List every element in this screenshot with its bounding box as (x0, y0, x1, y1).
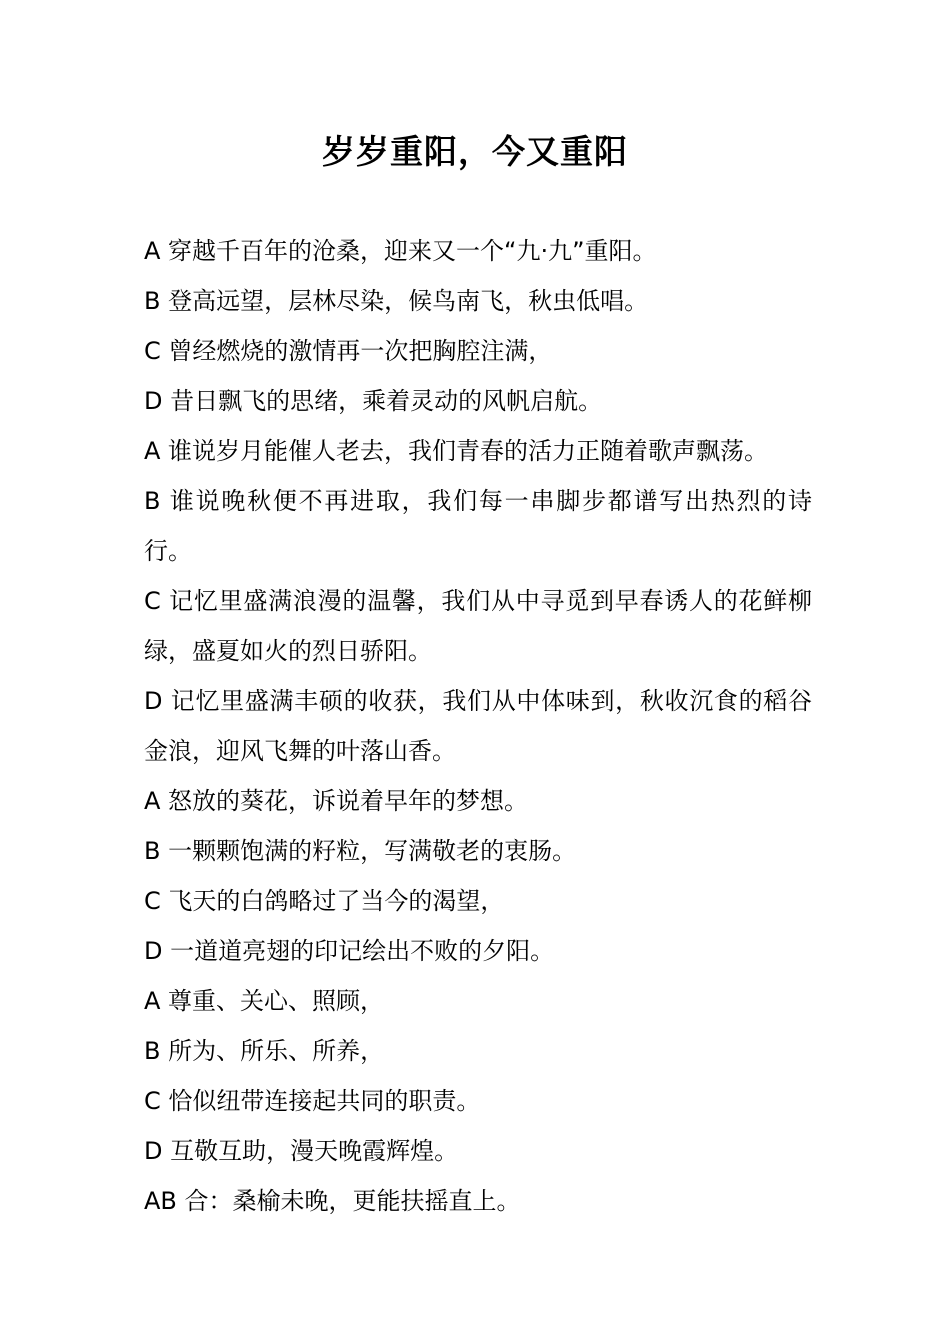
poem-line: B 所为、所乐、所养， (144, 1037, 385, 1065)
poem-line: B 登高远望，层林尽染，候鸟南飞，秋虫低唱。 (144, 287, 649, 315)
poem-line: AB 合：桑榆未晚，更能扶摇直上。 (144, 1187, 521, 1215)
poem-line: C 飞天的白鸽略过了当今的渴望， (144, 887, 505, 915)
poem-line: B 谁说晚秋便不再进取，我们每一串脚步都谱写出热烈的诗行。 (144, 487, 812, 565)
poem-body (144, 226, 812, 1226)
poem-line: A 穿越千百年的沧桑，迎来又一个“九·九”重阳。 (144, 237, 657, 265)
poem-line: D 一道道亮翅的印记绘出不败的夕阳。 (144, 937, 555, 965)
document-title: 岁岁重阳，今又重阳 (322, 132, 628, 171)
poem-line: A 尊重、关心、照顾， (144, 987, 385, 1015)
poem-line: A 谁说岁月能催人老去，我们青春的活力正随着歌声飘荡。 (144, 437, 769, 465)
poem-line: A 怒放的葵花，诉说着早年的梦想。 (144, 787, 529, 815)
poem-line: D 记忆里盛满丰硕的收获，我们从中体味到，秋收沉食的稻谷金浪，迎风飞舞的叶落山香。 (144, 687, 812, 765)
poem-line: C 恰似纽带连接起共同的职责。 (144, 1087, 481, 1115)
poem-line: B 一颗颗饱满的籽粒，写满敬老的衷肠。 (144, 837, 577, 865)
poem-line: C 记忆里盛满浪漫的温馨，我们从中寻觅到早春诱人的花鲜柳绿，盛夏如火的烈日骄阳。 (144, 587, 812, 665)
poem-line: D 互敬互助，漫天晚霞辉煌。 (144, 1137, 459, 1165)
poem-line: D 昔日飘飞的思绪，乘着灵动的风帆启航。 (144, 387, 603, 415)
poem-line: C 曾经燃烧的激情再一次把胸腔注满， (144, 337, 553, 365)
